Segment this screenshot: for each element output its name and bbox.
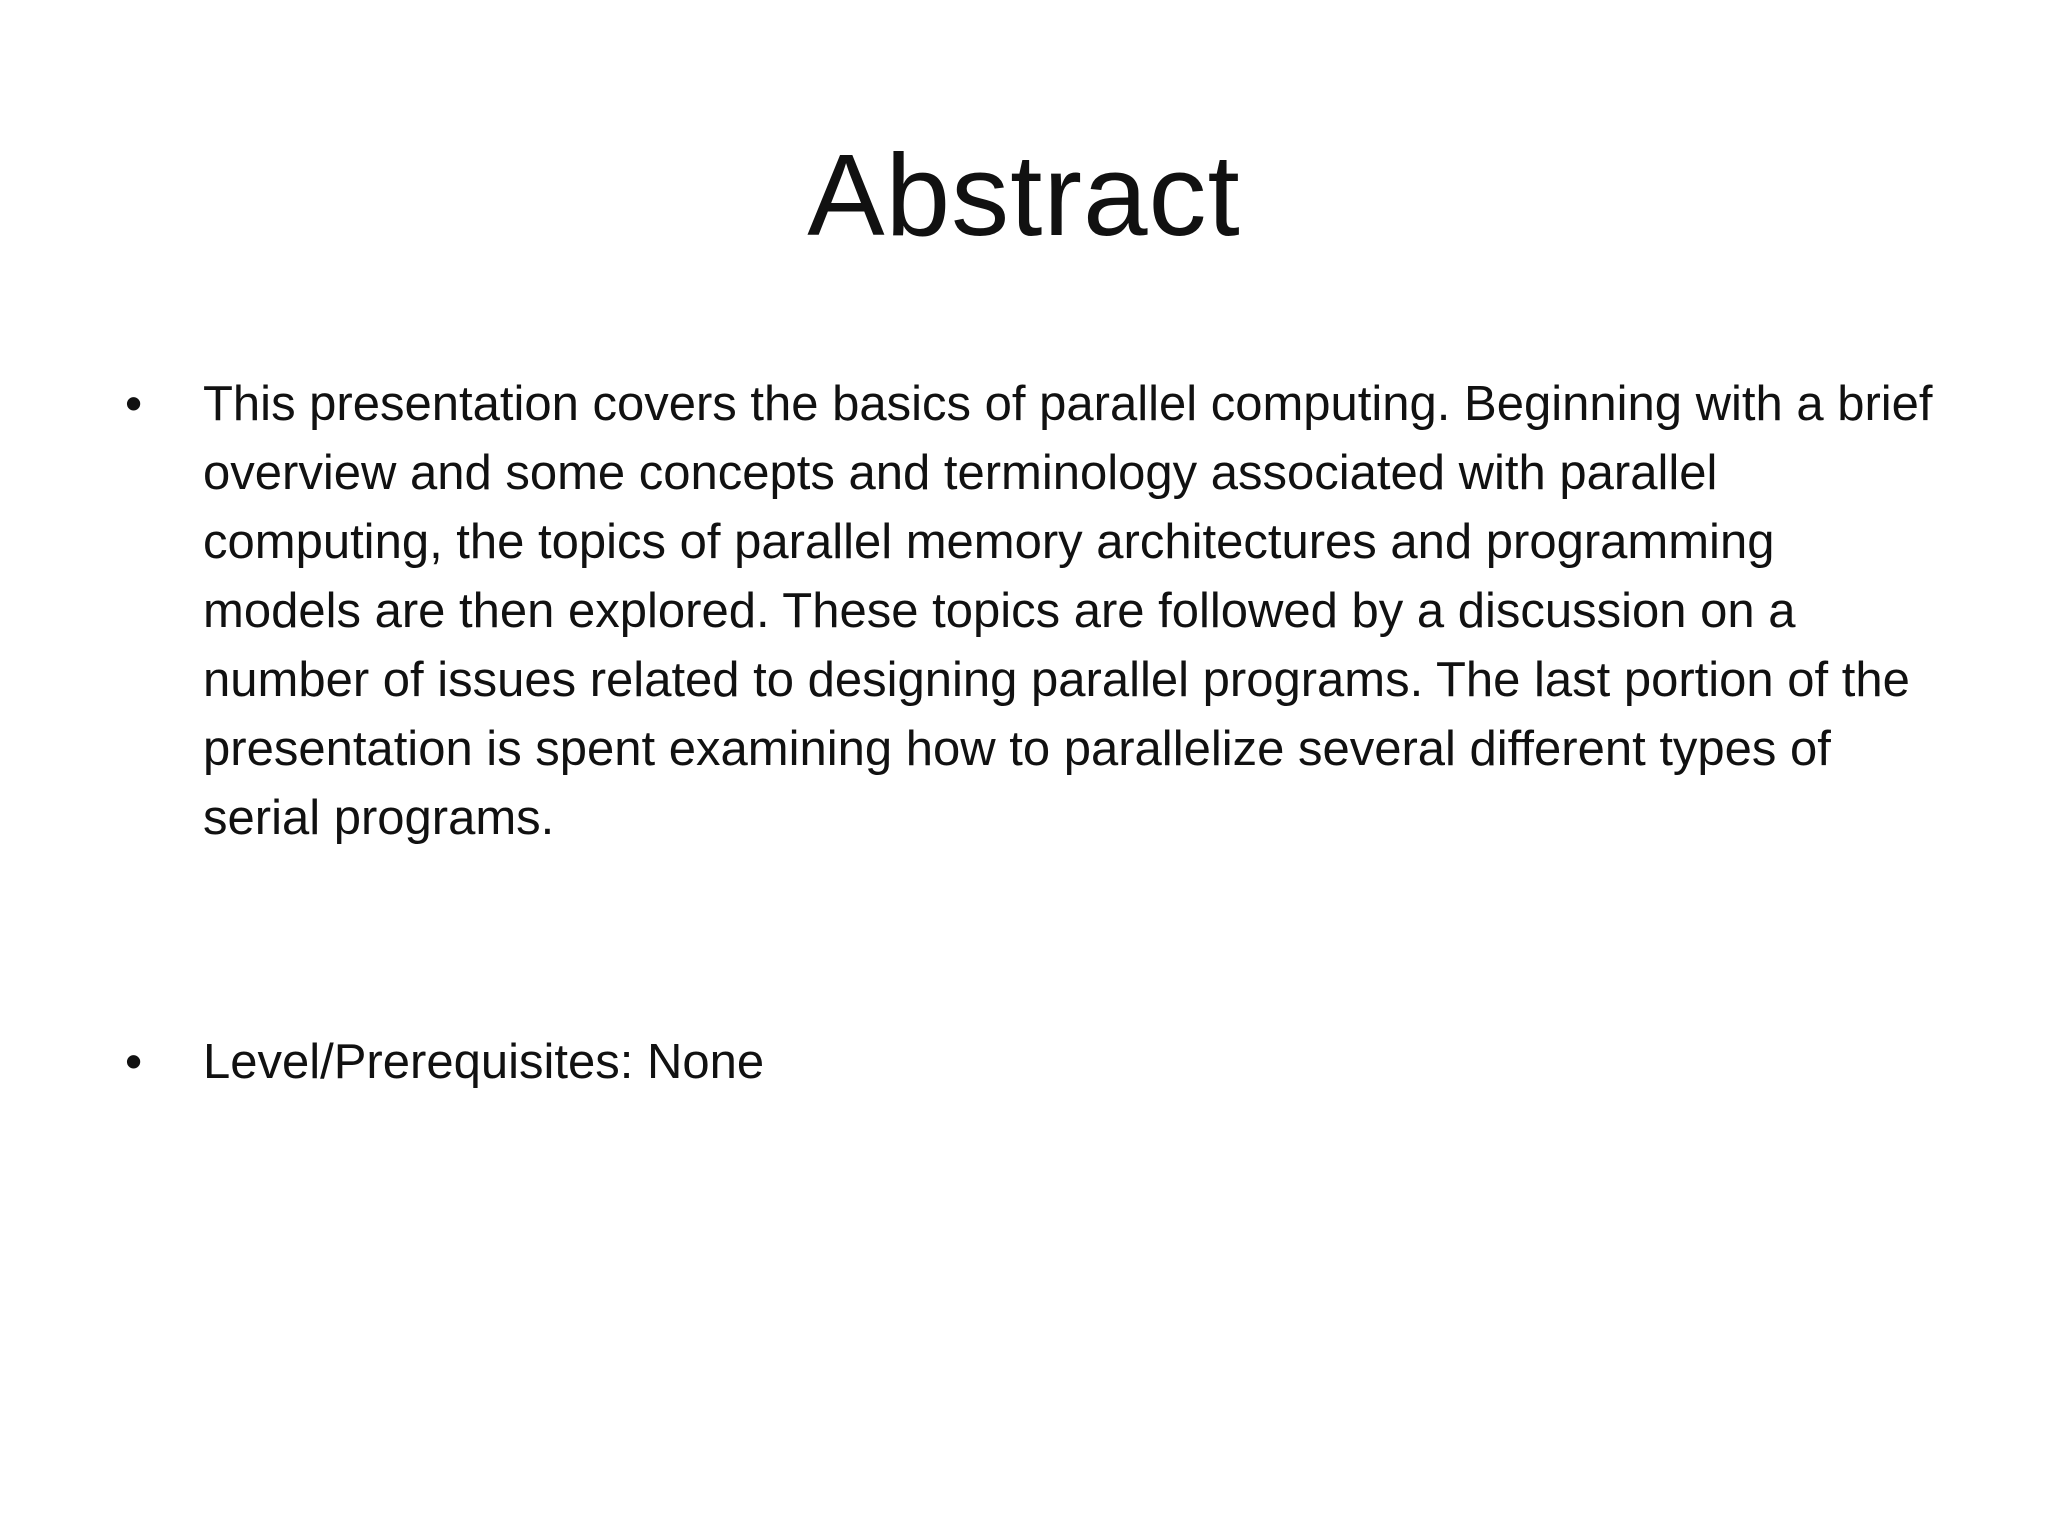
bullet-marker: • <box>125 1035 143 1089</box>
bullet-text: Level/Prerequisites: None <box>203 1035 765 1089</box>
bullet-prerequisites <box>125 1028 1945 1097</box>
slide-title: Abstract <box>807 130 1241 260</box>
bullet-marker: • <box>125 377 143 431</box>
bullet-text: This presentation covers the basics of parallel computing. Beginning with a brief overview and some concepts and terminology associated with parallel computing, the topics of parallel memory architectures and programming models are then explored. These topics are followed by a discussion on a number of issues related to designing parallel programs. The last portion of the presentation is spent examining how to parallelize several different types of serial programs. <box>203 377 1933 845</box>
bullet-abstract <box>125 370 1945 853</box>
bullet-list <box>125 370 1945 1097</box>
